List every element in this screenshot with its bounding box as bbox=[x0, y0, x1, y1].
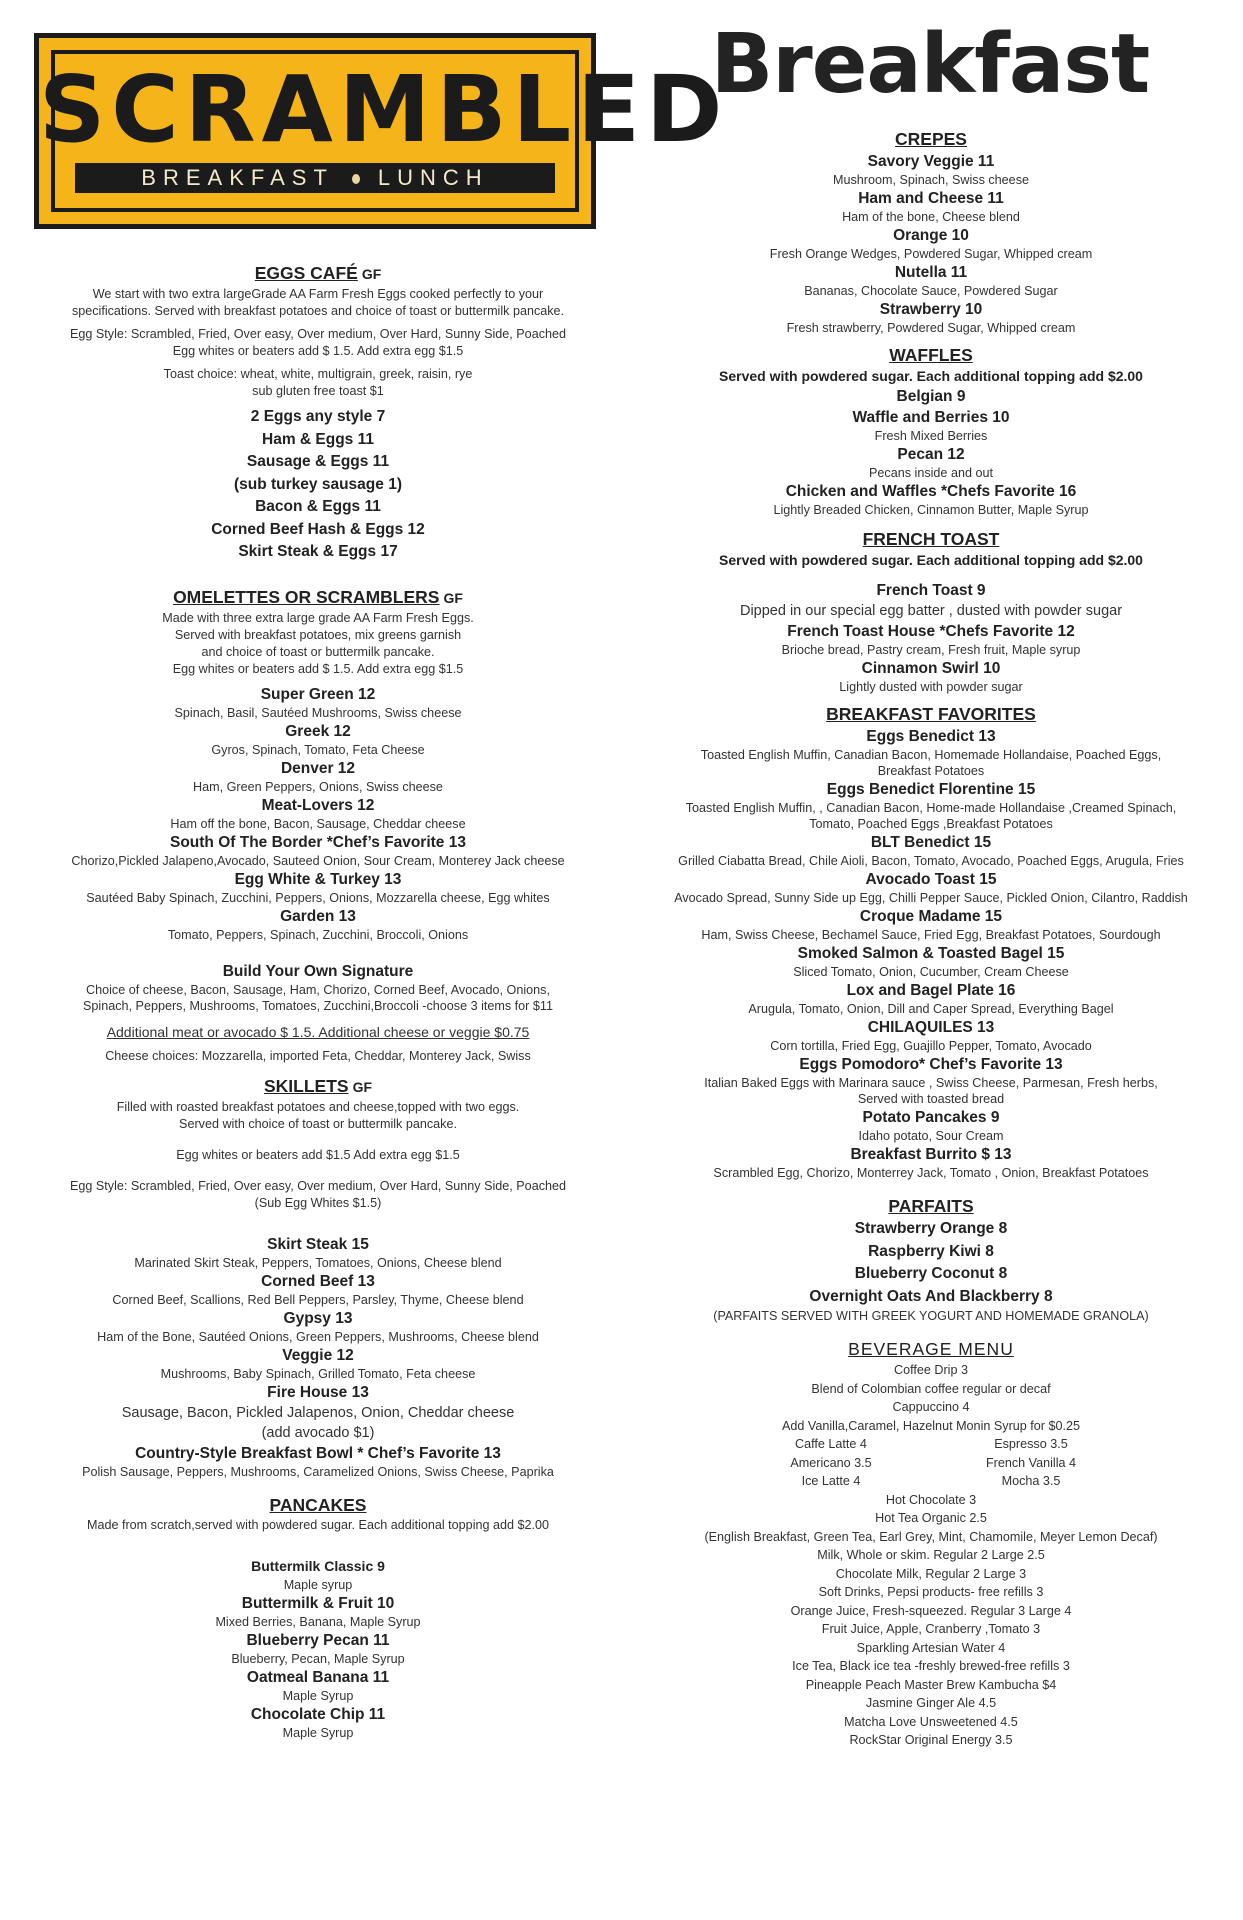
beverage-line: Coffee Drip 3 bbox=[894, 1363, 968, 1377]
menu-item-desc: Blueberry, Pecan, Maple Syrup bbox=[231, 1651, 405, 1666]
waffles-note: Served with powdered sugar. Each additional topping add $2.00 bbox=[719, 368, 1143, 384]
menu-item-desc: Spinach, Basil, Sautéed Mushrooms, Swiss cheese bbox=[174, 705, 462, 720]
skillets-intro-1: Filled with roasted breakfast potatoes and cheese,topped with two eggs. bbox=[116, 1099, 520, 1114]
logo-tag-breakfast: BREAKFAST bbox=[141, 165, 334, 190]
menu-item-desc: Avocado Spread, Sunny Side up Egg, Chilli Pepper Sauce, Pickled Onion, Cilantro, Raddish bbox=[674, 891, 1188, 905]
menu-item: Belgian 9 bbox=[896, 388, 966, 405]
menu-item: Breakfast Burrito $ 13 bbox=[850, 1146, 1012, 1163]
menu-item: Greek 12 bbox=[285, 722, 351, 740]
gf-badge: GF bbox=[352, 1078, 373, 1095]
menu-item: Eggs Pomodoro* Chef’s Favorite 13 bbox=[799, 1056, 1063, 1073]
logo-brand-word: SCRAMBLED bbox=[39, 56, 729, 163]
eggs-intro-2: specifications. Served with breakfast potatoes and choice of toast or buttermilk pancake. bbox=[71, 304, 565, 318]
crepes-heading: CREPES bbox=[895, 129, 967, 149]
menu-item: Buttermilk Classic 9 bbox=[251, 1557, 385, 1574]
menu-item: French Toast House *Chefs Favorite 12 bbox=[787, 623, 1075, 640]
menu-item: Garden 13 bbox=[280, 907, 356, 925]
eggs-cafe-title: EGGS CAFÉ bbox=[254, 263, 358, 283]
skillets-style-1: Egg Style: Scrambled, Fried, Over easy, Over medium, Over Hard, Sunny Side, Poached bbox=[69, 1178, 567, 1193]
beverage-line: Milk, Whole or skim. Regular 2 Large 2.5 bbox=[817, 1548, 1045, 1562]
menu-item: Chocolate Chip 11 bbox=[250, 1705, 386, 1723]
menu-item: Sausage & Eggs 11 bbox=[246, 453, 390, 470]
beverage-line: French Vanilla 4 bbox=[985, 1455, 1077, 1470]
eggs-style-1: Egg Style: Scrambled, Fried, Over easy, Over medium, Over Hard, Sunny Side, Poached bbox=[69, 327, 567, 341]
menu-item: Super Green 12 bbox=[260, 685, 376, 703]
menu-item: Smoked Salmon & Toasted Bagel 15 bbox=[797, 945, 1065, 962]
menu-item: 2 Eggs any style 7 bbox=[250, 408, 386, 425]
egg-icon bbox=[352, 174, 360, 184]
menu-item: Waffle and Berries 10 bbox=[852, 409, 1010, 426]
right-column bbox=[636, 128, 1226, 1750]
beverage-line: Americano 3.5 bbox=[790, 1455, 872, 1470]
menu-item: Skirt Steak 15 bbox=[267, 1235, 369, 1253]
skillets-intro-2: Served with choice of toast or buttermilk pancake. bbox=[179, 1116, 457, 1131]
menu-item: Oatmeal Banana 11 bbox=[246, 1668, 390, 1686]
eggs-toast-2: sub gluten free toast $1 bbox=[252, 384, 384, 398]
scrambled-logo bbox=[34, 33, 729, 229]
menu-item-desc: Idaho potato, Sour Cream bbox=[858, 1129, 1004, 1143]
menu-item-desc: Polish Sausage, Peppers, Mushrooms, Caramelized Onions, Swiss Cheese, Paprika bbox=[82, 1464, 554, 1479]
menu-item: Ham and Cheese 11 bbox=[858, 190, 1004, 207]
menu-item-desc: Served with toasted bread bbox=[857, 1092, 1005, 1106]
menu-item-desc: Sliced Tomato, Onion, Cucumber, Cream Cheese bbox=[793, 965, 1069, 979]
menu-item-desc: Maple Syrup bbox=[282, 1725, 354, 1740]
menu-item: French Toast 9 bbox=[876, 582, 986, 599]
french-toast-note: Served with powdered sugar. Each additional topping add $2.00 bbox=[719, 552, 1143, 568]
menu-item-desc: Breakfast Potatoes bbox=[877, 764, 985, 778]
menu-item: Nutella 11 bbox=[894, 264, 968, 281]
menu-item: Egg White & Turkey 13 bbox=[234, 870, 402, 888]
menu-item-desc: Pecans inside and out bbox=[869, 466, 993, 480]
additional-pricing-note: Additional meat or avocado $ 1.5. Additional cheese or veggie $0.75 bbox=[106, 1023, 530, 1040]
menu-item-desc: Dipped in our special egg batter , dusted with powder sugar bbox=[739, 603, 1123, 619]
parfaits-note: (PARFAITS SERVED WITH GREEK YOGURT AND HOMEMADE GRANOLA) bbox=[713, 1309, 1149, 1323]
breakfast-favorites-heading: BREAKFAST FAVORITES bbox=[826, 704, 1036, 724]
beverage-line: Caffe Latte 4 bbox=[795, 1437, 867, 1451]
menu-item: Cinnamon Swirl 10 bbox=[861, 660, 1001, 677]
logo-tag-lunch: LUNCH bbox=[377, 165, 489, 190]
pancakes-heading: PANCAKES bbox=[269, 1494, 367, 1515]
menu-item: Potato Pancakes 9 bbox=[862, 1109, 1000, 1126]
gf-badge: GF bbox=[443, 589, 463, 606]
menu-item-desc: Tomato, Poached Eggs ,Breakfast Potatoes bbox=[809, 817, 1053, 831]
beverage-line: Orange Juice, Fresh-squeezed. Regular 3 Large 4 bbox=[790, 1603, 1072, 1618]
menu-item-desc: Fresh Mixed Berries bbox=[874, 429, 988, 443]
beverage-line: Hot Chocolate 3 bbox=[885, 1492, 977, 1507]
menu-item: Veggie 12 bbox=[282, 1346, 354, 1364]
menu-item: Orange 10 bbox=[893, 227, 969, 244]
menu-item-desc: Tomato, Peppers, Spinach, Zucchini, Broccoli, Onions bbox=[167, 927, 469, 942]
menu-item: Chicken and Waffles *Chefs Favorite 16 bbox=[785, 483, 1077, 500]
menu-item: South Of The Border *Chef’s Favorite 13 bbox=[170, 833, 466, 851]
omelettes-intro: Egg whites or beaters add $ 1.5. Add extra egg $1.5 bbox=[172, 661, 464, 676]
build-your-own-desc: Spinach, Peppers, Mushrooms, Tomatoes, Zucchini,Broccoli -choose 3 items for $11 bbox=[83, 998, 553, 1013]
menu-item: Country-Style Breakfast Bowl * Chef’s Favorite 13 bbox=[135, 1444, 501, 1462]
waffles-heading: WAFFLES bbox=[889, 345, 973, 365]
menu-item-desc: Ham, Swiss Cheese, Bechamel Sauce, Fried Egg, Breakfast Potatoes, Sourdough bbox=[701, 928, 1161, 942]
omelettes-intro: and choice of toast or buttermilk pancake. bbox=[201, 644, 435, 659]
skillets-style-2: (Sub Egg Whites $1.5) bbox=[254, 1195, 382, 1210]
beverage-line: Ice Tea, Black ice tea -freshly brewed-free refills 3 bbox=[792, 1659, 1070, 1673]
menu-item: Strawberry Orange 8 bbox=[854, 1220, 1008, 1237]
beverage-line: (English Breakfast, Green Tea, Earl Grey, Mint, Chamomile, Meyer Lemon Decaf) bbox=[704, 1529, 1158, 1544]
menu-item: Meat-Lovers 12 bbox=[261, 796, 375, 814]
beverage-grid bbox=[731, 1435, 1131, 1491]
cheese-choices-note: Cheese choices: Mozzarella, imported Feta, Cheddar, Monterey Jack, Swiss bbox=[105, 1048, 531, 1063]
menu-item-desc: Lightly Breaded Chicken, Cinnamon Butter, Maple Syrup bbox=[773, 503, 1089, 517]
menu-item: Raspberry Kiwi 8 bbox=[868, 1242, 994, 1260]
logo-tagline-bar bbox=[75, 163, 555, 193]
menu-item: Avocado Toast 15 bbox=[865, 871, 997, 888]
menu-item: Blueberry Pecan 11 bbox=[246, 1631, 390, 1649]
skillets-heading bbox=[18, 1075, 618, 1099]
eggs-toast-1: Toast choice: wheat, white, multigrain, greek, raisin, rye bbox=[163, 367, 473, 381]
beverage-line: Mocha 3.5 bbox=[1001, 1474, 1061, 1488]
page-title: Breakfast bbox=[710, 17, 1150, 112]
menu-item-desc: (add avocado $1) bbox=[261, 1424, 375, 1441]
pancakes-intro: Made from scratch,served with powdered sugar. Each additional topping add $2.00 bbox=[86, 1517, 550, 1532]
menu-item-desc: Ham of the bone, Cheese blend bbox=[842, 210, 1020, 224]
menu-item-desc: Toasted English Muffin, Canadian Bacon, Homemade Hollandaise, Poached Eggs, bbox=[700, 748, 1162, 762]
menu-item: Overnight Oats And Blackberry 8 bbox=[809, 1287, 1053, 1305]
menu-item-desc: Chorizo,Pickled Jalapeno,Avocado, Sauteed Onion, Sour Cream, Monterey Jack cheese bbox=[71, 853, 565, 868]
beverage-menu-heading: BEVERAGE MENU bbox=[848, 1339, 1014, 1359]
menu-item-desc: Ham of the Bone, Sautéed Onions, Green Peppers, Mushrooms, Cheese blend bbox=[97, 1329, 539, 1344]
menu-item: Gypsy 13 bbox=[283, 1309, 353, 1327]
menu-item-desc: Maple syrup bbox=[283, 1577, 353, 1592]
omelettes-heading bbox=[18, 586, 618, 610]
menu-item-desc: Fresh Orange Wedges, Powdered Sugar, Whipped cream bbox=[769, 247, 1093, 261]
menu-item: Lox and Bagel Plate 16 bbox=[846, 982, 1016, 999]
gf-badge: GF bbox=[361, 266, 382, 282]
menu-item-desc: Marinated Skirt Steak, Peppers, Tomatoes, Onions, Cheese blend bbox=[134, 1255, 502, 1270]
french-toast-heading: FRENCH TOAST bbox=[862, 529, 1000, 549]
beverage-line: Pineapple Peach Master Brew Kambucha $4 bbox=[805, 1677, 1057, 1692]
beverage-line: Espresso 3.5 bbox=[994, 1437, 1068, 1451]
omelettes-title: OMELETTES OR SCRAMBLERS bbox=[173, 586, 440, 607]
beverage-line: Jasmine Ginger Ale 4.5 bbox=[865, 1696, 997, 1710]
menu-item-desc: Sautéed Baby Spinach, Zucchini, Peppers, Onions, Mozzarella cheese, Egg whites bbox=[86, 890, 550, 905]
parfaits-heading: PARFAITS bbox=[888, 1196, 974, 1216]
menu-item-desc: Bananas, Chocolate Sauce, Powdered Sugar bbox=[804, 284, 1058, 298]
menu-item-desc: Maple Syrup bbox=[282, 1688, 354, 1703]
beverage-line: Soft Drinks, Pepsi products- free refills 3 bbox=[818, 1585, 1044, 1599]
menu-item: Corned Beef Hash & Eggs 12 bbox=[211, 520, 425, 538]
menu-item-desc: Arugula, Tomato, Onion, Dill and Caper Spread, Everything Bagel bbox=[748, 1002, 1114, 1016]
skillets-whites-note: Egg whites or beaters add $1.5 Add extra egg $1.5 bbox=[176, 1147, 460, 1162]
menu-item-desc: Toasted English Muffin, , Canadian Bacon, Home-made Hollandaise ,Creamed Spinach, bbox=[685, 801, 1177, 815]
beverage-line: Ice Latte 4 bbox=[801, 1474, 861, 1488]
beverage-line: Chocolate Milk, Regular 2 Large 3 bbox=[835, 1566, 1027, 1581]
omelettes-intro: Made with three extra large grade AA Farm Fresh Eggs. bbox=[162, 610, 474, 625]
menu-item-desc: Lightly dusted with powder sugar bbox=[839, 680, 1023, 694]
menu-item: Savory Veggie 11 bbox=[867, 153, 995, 170]
beverage-line: Add Vanilla,Caramel, Hazelnut Monin Syrup for $0.25 bbox=[782, 1418, 1080, 1433]
omelettes-intro: Served with breakfast potatoes, mix greens garnish bbox=[174, 627, 462, 642]
menu-item-desc: Scrambled Egg, Chorizo, Monterrey Jack, Tomato , Onion, Breakfast Potatoes bbox=[713, 1166, 1149, 1180]
eggs-style-2: Egg whites or beaters add $ 1.5. Add extra egg $1.5 bbox=[172, 344, 464, 358]
menu-item: Croque Madame 15 bbox=[859, 908, 1003, 925]
beverage-line: Cappuccino 4 bbox=[892, 1400, 970, 1414]
build-your-own-item: Build Your Own Signature bbox=[222, 962, 414, 980]
menu-item: Eggs Benedict 13 bbox=[866, 728, 996, 745]
menu-item-desc: Sausage, Bacon, Pickled Jalapenos, Onion, Cheddar cheese bbox=[121, 1404, 515, 1421]
menu-item: Fire House 13 bbox=[267, 1383, 369, 1401]
menu-item-desc: Mushrooms, Baby Spinach, Grilled Tomato, Feta cheese bbox=[160, 1366, 476, 1381]
menu-item-desc: Corned Beef, Scallions, Red Bell Peppers, Parsley, Thyme, Cheese blend bbox=[112, 1292, 524, 1307]
beverage-line: Sparkling Artesian Water 4 bbox=[856, 1640, 1006, 1655]
beverage-line: Hot Tea Organic 2.5 bbox=[875, 1511, 987, 1525]
left-column bbox=[18, 262, 618, 1741]
beverage-line: RockStar Original Energy 3.5 bbox=[849, 1733, 1013, 1747]
beverage-line: Blend of Colombian coffee regular or decaf bbox=[811, 1381, 1051, 1396]
build-your-own-desc: Choice of cheese, Bacon, Sausage, Ham, Chorizo, Corned Beef, Avocado, Onions, bbox=[86, 982, 550, 997]
menu-item: Buttermilk & Fruit 10 bbox=[241, 1594, 395, 1612]
menu-item-desc: Grilled Ciabatta Bread, Chile Aioli, Bacon, Tomato, Avocado, Poached Eggs, Arugula, Fries bbox=[678, 854, 1184, 868]
menu-item-desc: Fresh strawberry, Powdered Sugar, Whipped cream bbox=[786, 321, 1076, 335]
menu-item: Skirt Steak & Eggs 17 bbox=[238, 543, 398, 560]
menu-item: Bacon & Eggs 11 bbox=[255, 498, 381, 515]
menu-item: BLT Benedict 15 bbox=[870, 834, 992, 851]
menu-item-desc: Mushroom, Spinach, Swiss cheese bbox=[833, 173, 1029, 187]
menu-item: Strawberry 10 bbox=[879, 301, 983, 318]
skillets-title: SKILLETS bbox=[263, 1075, 349, 1096]
menu-item-desc: Mixed Berries, Banana, Maple Syrup bbox=[215, 1614, 421, 1629]
menu-item-desc: Gyros, Spinach, Tomato, Feta Cheese bbox=[211, 742, 425, 757]
menu-item: (sub turkey sausage 1) bbox=[234, 475, 402, 493]
eggs-intro-1: We start with two extra largeGrade AA Farm Fresh Eggs cooked perfectly to your bbox=[92, 287, 544, 301]
menu-item: Denver 12 bbox=[280, 759, 356, 777]
menu-item: Eggs Benedict Florentine 15 bbox=[826, 781, 1036, 798]
eggs-cafe-heading bbox=[18, 262, 618, 286]
menu-item-desc: Ham off the bone, Bacon, Sausage, Cheddar cheese bbox=[170, 816, 466, 831]
beverage-line: Matcha Love Unsweetened 4.5 bbox=[844, 1714, 1018, 1729]
menu-item: Pecan 12 bbox=[897, 446, 965, 463]
menu-item: CHILAQUILES 13 bbox=[867, 1019, 995, 1036]
beverage-line: Fruit Juice, Apple, Cranberry ,Tomato 3 bbox=[821, 1622, 1041, 1636]
menu-item-desc: Corn tortilla, Fried Egg, Guajillo Pepper, Tomato, Avocado bbox=[770, 1039, 1092, 1053]
menu-item-desc: Ham, Green Peppers, Onions, Swiss cheese bbox=[193, 779, 443, 794]
menu-item: Corned Beef 13 bbox=[261, 1272, 375, 1290]
menu-item: Blueberry Coconut 8 bbox=[854, 1265, 1008, 1282]
menu-item-desc: Brioche bread, Pastry cream, Fresh fruit, Maple syrup bbox=[781, 643, 1081, 657]
menu-item-desc: Italian Baked Eggs with Marinara sauce , Swiss Cheese, Parmesan, Fresh herbs, bbox=[704, 1076, 1158, 1090]
menu-item: Ham & Eggs 11 bbox=[262, 430, 374, 448]
